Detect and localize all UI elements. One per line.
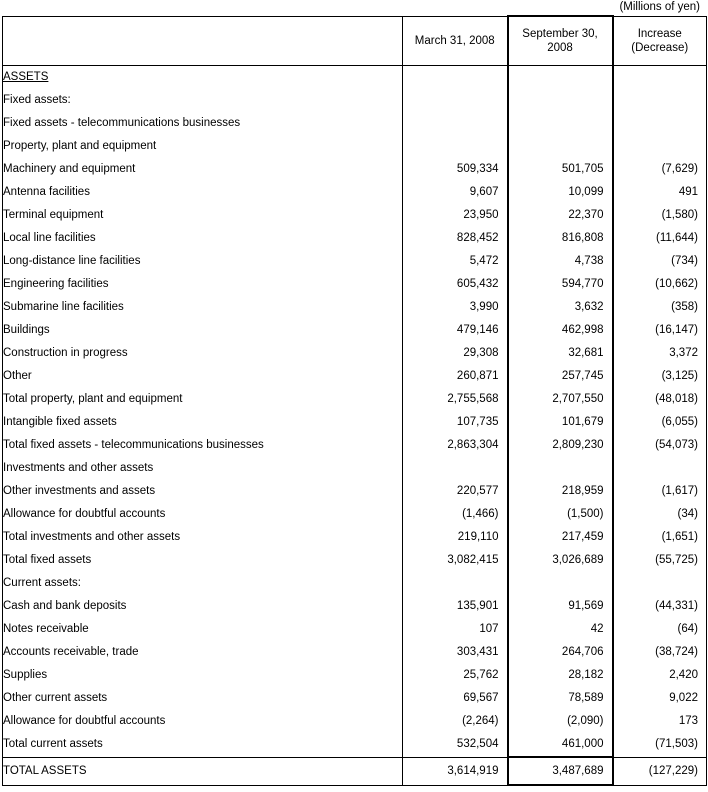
header-september-30-2008	[508, 16, 613, 66]
row-value-increase: (44,331)	[655, 600, 698, 612]
row-value-march: 828,452	[403, 227, 508, 250]
row-value-march	[403, 112, 508, 135]
row-value-march: 135,901	[403, 595, 508, 618]
row-value-september	[508, 457, 613, 480]
row-label-text: Cash and bank deposits	[3, 600, 127, 612]
row-label	[3, 112, 403, 135]
row-value-march: 2,755,568	[403, 388, 508, 411]
row-label-text: Long-distance line facilities	[3, 255, 141, 267]
row-label	[3, 273, 403, 296]
row-value-march: 532,504	[403, 733, 508, 757]
total-assets-row	[3, 757, 707, 785]
row-value-march: 2,863,304	[403, 434, 508, 457]
table-header	[3, 16, 707, 66]
table-row	[3, 342, 707, 365]
row-label	[3, 250, 403, 273]
row-label-text: Supplies	[3, 669, 48, 681]
row-value-september: 257,745	[508, 365, 613, 388]
row-label-text: Machinery and equipment	[3, 163, 136, 175]
row-value-september	[508, 572, 613, 595]
table-row	[3, 388, 707, 411]
row-label-text: Current assets:	[3, 577, 81, 589]
row-value-september: 264,706	[508, 641, 613, 664]
row-label-text: Accounts receivable, trade	[3, 646, 139, 658]
row-label-text: Investments and other assets	[3, 462, 154, 474]
row-value-september: 3,026,689	[508, 549, 613, 572]
row-value-september: 816,808	[508, 227, 613, 250]
row-value-march: 303,431	[403, 641, 508, 664]
row-label	[3, 733, 403, 757]
row-value-increase: 2,420	[669, 669, 698, 681]
row-value-march: 107	[403, 618, 508, 641]
row-value-increase	[613, 457, 707, 480]
row-value-september: 42	[508, 618, 613, 641]
row-label	[3, 135, 403, 158]
units-caption: (Millions of yen)	[619, 1, 700, 13]
row-value-increase: (10,662)	[655, 278, 698, 290]
table-row	[3, 204, 707, 227]
row-value-increase: (6,055)	[661, 416, 698, 428]
row-value-increase: 491	[678, 186, 698, 198]
table-row	[3, 158, 707, 181]
row-label-text: Intangible fixed assets	[3, 416, 117, 428]
table-row	[3, 250, 707, 273]
assets-balance-sheet-table	[2, 15, 707, 786]
table-row	[3, 480, 707, 503]
row-label	[3, 434, 403, 457]
table-body	[3, 66, 707, 786]
row-label-text: Fixed assets:	[3, 94, 71, 106]
row-value-increase: 3,372	[669, 347, 698, 359]
header-march-line1: March 31, 2008	[414, 34, 495, 47]
row-value-march	[403, 135, 508, 158]
row-label	[3, 181, 403, 204]
row-label	[3, 365, 403, 388]
row-label-text: Allowance for doubtful accounts	[3, 508, 166, 520]
total-assets-label: TOTAL ASSETS	[3, 757, 403, 785]
row-value-september	[508, 135, 613, 158]
table-row	[3, 618, 707, 641]
row-label	[3, 641, 403, 664]
table-row	[3, 181, 707, 204]
row-value-march: (2,264)	[403, 710, 508, 733]
table-row	[3, 411, 707, 434]
row-value-increase: (358)	[671, 301, 698, 313]
row-label-text: Antenna facilities	[3, 186, 90, 198]
row-value-september: 594,770	[508, 273, 613, 296]
row-label-text: Local line facilities	[3, 232, 96, 244]
row-value-march: 260,871	[403, 365, 508, 388]
header-row	[3, 16, 707, 66]
row-label-text: Submarine line facilities	[3, 301, 124, 313]
header-september-line1: September 30, 2008	[522, 28, 598, 54]
row-value-september: 22,370	[508, 204, 613, 227]
row-label	[3, 595, 403, 618]
table-row	[3, 549, 707, 572]
row-value-increase: (11,644)	[656, 232, 698, 244]
row-value-increase: (34)	[677, 508, 698, 520]
row-label-text: Terminal equipment	[3, 209, 104, 221]
table-row	[3, 641, 707, 664]
table-row	[3, 733, 707, 757]
row-label	[3, 411, 403, 434]
table-row	[3, 710, 707, 733]
row-label	[3, 204, 403, 227]
row-label-text: Total fixed assets	[3, 554, 92, 566]
row-label-text: Engineering facilities	[3, 278, 109, 290]
table-row	[3, 572, 707, 595]
table-row	[3, 66, 707, 90]
row-label-text: Notes receivable	[3, 623, 89, 635]
row-value-increase: (7,629)	[661, 163, 698, 175]
header-increase-line1: Increase	[637, 27, 682, 40]
row-value-march: 219,110	[403, 526, 508, 549]
row-label	[3, 342, 403, 365]
row-label	[3, 296, 403, 319]
table-row	[3, 687, 707, 710]
row-label	[3, 457, 403, 480]
row-value-september: 2,809,230	[508, 434, 613, 457]
row-value-march: 5,472	[403, 250, 508, 273]
row-label	[3, 158, 403, 181]
row-label	[3, 664, 403, 687]
row-value-march	[403, 66, 508, 90]
row-value-march: 3,082,415	[403, 549, 508, 572]
row-label	[3, 549, 403, 572]
header-increase-decrease	[613, 16, 707, 66]
row-value-increase: (55,725)	[655, 554, 698, 566]
row-value-increase: (54,073)	[655, 439, 698, 451]
row-value-increase	[613, 66, 707, 90]
row-value-march: 9,607	[403, 181, 508, 204]
row-value-march: 69,567	[403, 687, 508, 710]
row-value-march	[403, 572, 508, 595]
row-value-march: 3,990	[403, 296, 508, 319]
row-value-march: 23,950	[403, 204, 508, 227]
table-row	[3, 503, 707, 526]
row-value-increase	[613, 89, 707, 112]
row-label-text: Total property, plant and equipment	[3, 393, 183, 405]
row-value-increase: (1,651)	[661, 531, 698, 543]
row-label	[3, 526, 403, 549]
total-assets-value-increase: (127,229)	[648, 765, 698, 777]
row-value-march: 479,146	[403, 319, 508, 342]
row-value-march: 605,432	[403, 273, 508, 296]
row-value-march: (1,466)	[403, 503, 508, 526]
table-row	[3, 135, 707, 158]
table-row	[3, 457, 707, 480]
row-value-increase	[613, 135, 707, 158]
header-increase-line2: (Decrease)	[631, 41, 689, 54]
table-row	[3, 89, 707, 112]
row-value-increase: (38,724)	[655, 646, 698, 658]
row-value-september: 218,959	[508, 480, 613, 503]
total-assets-value-september: 3,487,689	[508, 757, 613, 785]
row-value-september: (1,500)	[508, 503, 613, 526]
row-label	[3, 687, 403, 710]
row-value-march: 25,762	[403, 664, 508, 687]
row-value-september: 91,569	[508, 595, 613, 618]
row-value-increase: (16,147)	[655, 324, 698, 336]
row-label-text: Total investments and other assets	[3, 531, 181, 543]
table-row	[3, 319, 707, 342]
row-value-increase: (64)	[677, 623, 698, 635]
row-label	[3, 503, 403, 526]
row-label-text: Other current assets	[3, 692, 108, 704]
row-value-september: 28,182	[508, 664, 613, 687]
row-label	[3, 66, 403, 90]
header-march-31-2008	[403, 16, 508, 66]
row-value-march: 107,735	[403, 411, 508, 434]
row-label-text: Property, plant and equipment	[3, 140, 157, 152]
row-label-text: Allowance for doubtful accounts	[3, 715, 166, 727]
row-label	[3, 618, 403, 641]
row-label	[3, 89, 403, 112]
row-value-march	[403, 89, 508, 112]
table-row	[3, 526, 707, 549]
row-label-text: Total current assets	[3, 738, 103, 751]
row-value-increase: 9,022	[669, 692, 698, 704]
header-label-cell	[3, 16, 403, 66]
row-value-increase: (48,018)	[655, 393, 698, 405]
table-row	[3, 112, 707, 135]
table-row	[3, 434, 707, 457]
row-label	[3, 388, 403, 411]
row-value-increase: (734)	[671, 255, 698, 267]
row-label-text: ASSETS	[3, 71, 49, 83]
row-value-march: 29,308	[403, 342, 508, 365]
row-label	[3, 480, 403, 503]
row-label-text: Total fixed assets - telecommunications businesses	[3, 439, 264, 451]
table-row	[3, 227, 707, 250]
row-value-march: 220,577	[403, 480, 508, 503]
table-row	[3, 595, 707, 618]
table-row	[3, 365, 707, 388]
row-value-increase: (3,125)	[661, 370, 698, 382]
total-assets-value-march: 3,614,919	[403, 757, 508, 785]
row-value-increase	[613, 572, 707, 595]
table-row	[3, 273, 707, 296]
row-value-march	[403, 457, 508, 480]
row-label	[3, 319, 403, 342]
row-value-september: 78,589	[508, 687, 613, 710]
row-label	[3, 227, 403, 250]
row-value-september	[508, 89, 613, 112]
row-value-september: 10,099	[508, 181, 613, 204]
row-value-increase	[613, 112, 707, 135]
table-row	[3, 664, 707, 687]
row-value-september	[508, 66, 613, 90]
row-value-september: 217,459	[508, 526, 613, 549]
row-value-september: 461,000	[508, 733, 613, 757]
row-value-september: 501,705	[508, 158, 613, 181]
row-value-increase: (71,503)	[613, 733, 707, 757]
row-value-september: 462,998	[508, 319, 613, 342]
row-label	[3, 572, 403, 595]
row-label-text: Buildings	[3, 324, 50, 336]
row-value-march: 509,334	[403, 158, 508, 181]
row-value-increase: 173	[678, 715, 698, 727]
row-value-september: 2,707,550	[508, 388, 613, 411]
row-value-september: 3,632	[508, 296, 613, 319]
table-row	[3, 296, 707, 319]
row-label-text: Fixed assets - telecommunications businesses	[3, 117, 241, 129]
row-value-september: 101,679	[508, 411, 613, 434]
row-label-text: Construction in progress	[3, 347, 128, 359]
row-value-september: (2,090)	[508, 710, 613, 733]
row-label-text: Other	[3, 370, 32, 382]
row-value-increase: (1,580)	[661, 209, 698, 221]
row-value-september: 4,738	[508, 250, 613, 273]
row-value-september	[508, 112, 613, 135]
row-label-text: Other investments and assets	[3, 485, 156, 497]
row-label	[3, 710, 403, 733]
row-value-increase: (1,617)	[661, 485, 698, 497]
row-value-september: 32,681	[508, 342, 613, 365]
